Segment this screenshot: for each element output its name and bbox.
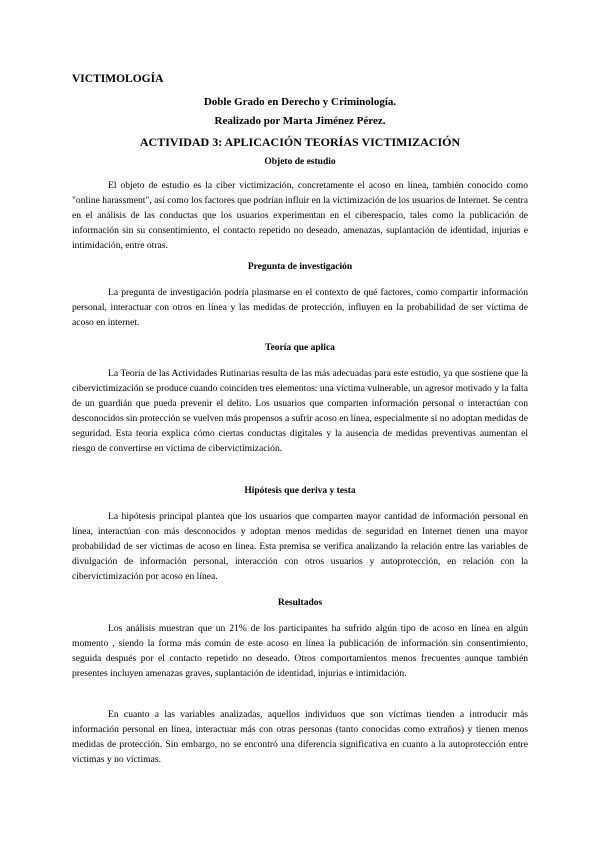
course-title: VICTIMOLOGÍA bbox=[72, 73, 164, 85]
paragraph-resultados-2: En cuanto a las variables analizadas, aquellos individuos que son víctimas tienden a introducir más información personal en línea, interactuar más con otras personas (tanto conocidas como extraños) y tienen menos medidas de protección. Sin embargo, no se encontró una diferencia significativa en cuanto a la autoprotección entre víctimas y no víctimas. bbox=[72, 709, 528, 765]
paragraph-objeto: El objeto de estudio es la ciber victimización, concretamente el acoso en línea, también conocido como "online harassment", así como los factores que podrían influir en la victimización de los usuarios de Internet. Se centra en el análisis de las conductas que los usuarios experimentan en el ciberespacio, tales como la publicación de información sin su consentimiento, el contacto repetido no deseado, amenazas, suplantación de identidad, injurias e intimidación, entre otras. bbox=[72, 180, 528, 251]
section-title-pregunta: Pregunta de investigación bbox=[247, 262, 353, 272]
degree-heading: Doble Grado en Derecho y Criminología. bbox=[203, 96, 397, 108]
section-title-hipotesis: Hipótesis que deriva y testa bbox=[244, 486, 356, 496]
section-title-resultados: Resultados bbox=[277, 598, 323, 608]
section-title-teoria: Teoría que aplica bbox=[265, 343, 335, 353]
author-heading: Realizado por Marta Jiménez Pérez. bbox=[214, 115, 386, 127]
paragraph-hipotesis: La hipótesis principal plantea que los usuarios que comparten mayor cantidad de información personal en línea, interactúan con más desconocidos y adoptan menos medidas de seguridad en Internet tienen una mayor probabilidad de ser víctimas de acoso en línea. Esta premisa se verifica analizando la relación entre las variables de divulgación de información personal, interacción con otros usuarios y autoprotección, en relación con la cibervictimización por acoso en línea. bbox=[72, 511, 528, 582]
paragraph-resultados-1: Los análisis muestran que un 21% de los participantes ha sufrido algún tipo de acoso en línea en algún momento , siendo la forma más común de este acoso en línea la publicación de información sin consentimiento, seguida después por el contacto repetido no deseado. Otros comportamientos menos frecuentes aunque también presentes incluyen amenazas graves, suplantación de identidad, injurias e intimidación. bbox=[72, 623, 528, 679]
document-page bbox=[72, 0, 528, 848]
paragraph-teoria: La Teoría de las Actividades Rutinarias resulta de las más adecuadas para este estudio, ya que sostiene que la cibervictimización se produce cuando coinciden tres elementos: una víctima vulnerable, un agresor motivado y la falta de un guardián que pueda prevenir el delito. Los usuarios que comparten información personal o interactúan con desconocidos sin protección se vuelven más propensos a sufrir acoso en línea, especialmente si no adoptan medidas de seguridad. Esta teoría explica cómo ciertas conductas digitales y la ausencia de medidas preventivas aumentan el riesgo de convertirse en víctima de cibervictimización. bbox=[72, 368, 528, 454]
paragraph-pregunta: La pregunta de investigación podría plasmarse en el contexto de qué factores, como compartir información personal, interactuar con otros en línea y las medidas de protección, influyen en la probabilidad de ser víctima de acoso en internet. bbox=[72, 287, 528, 328]
activity-title: ACTIVIDAD 3: APLICACIÓN TEORÍAS VICTIMIZACIÓN bbox=[139, 135, 461, 149]
section-title-objeto: Objeto de estudio bbox=[264, 157, 336, 167]
